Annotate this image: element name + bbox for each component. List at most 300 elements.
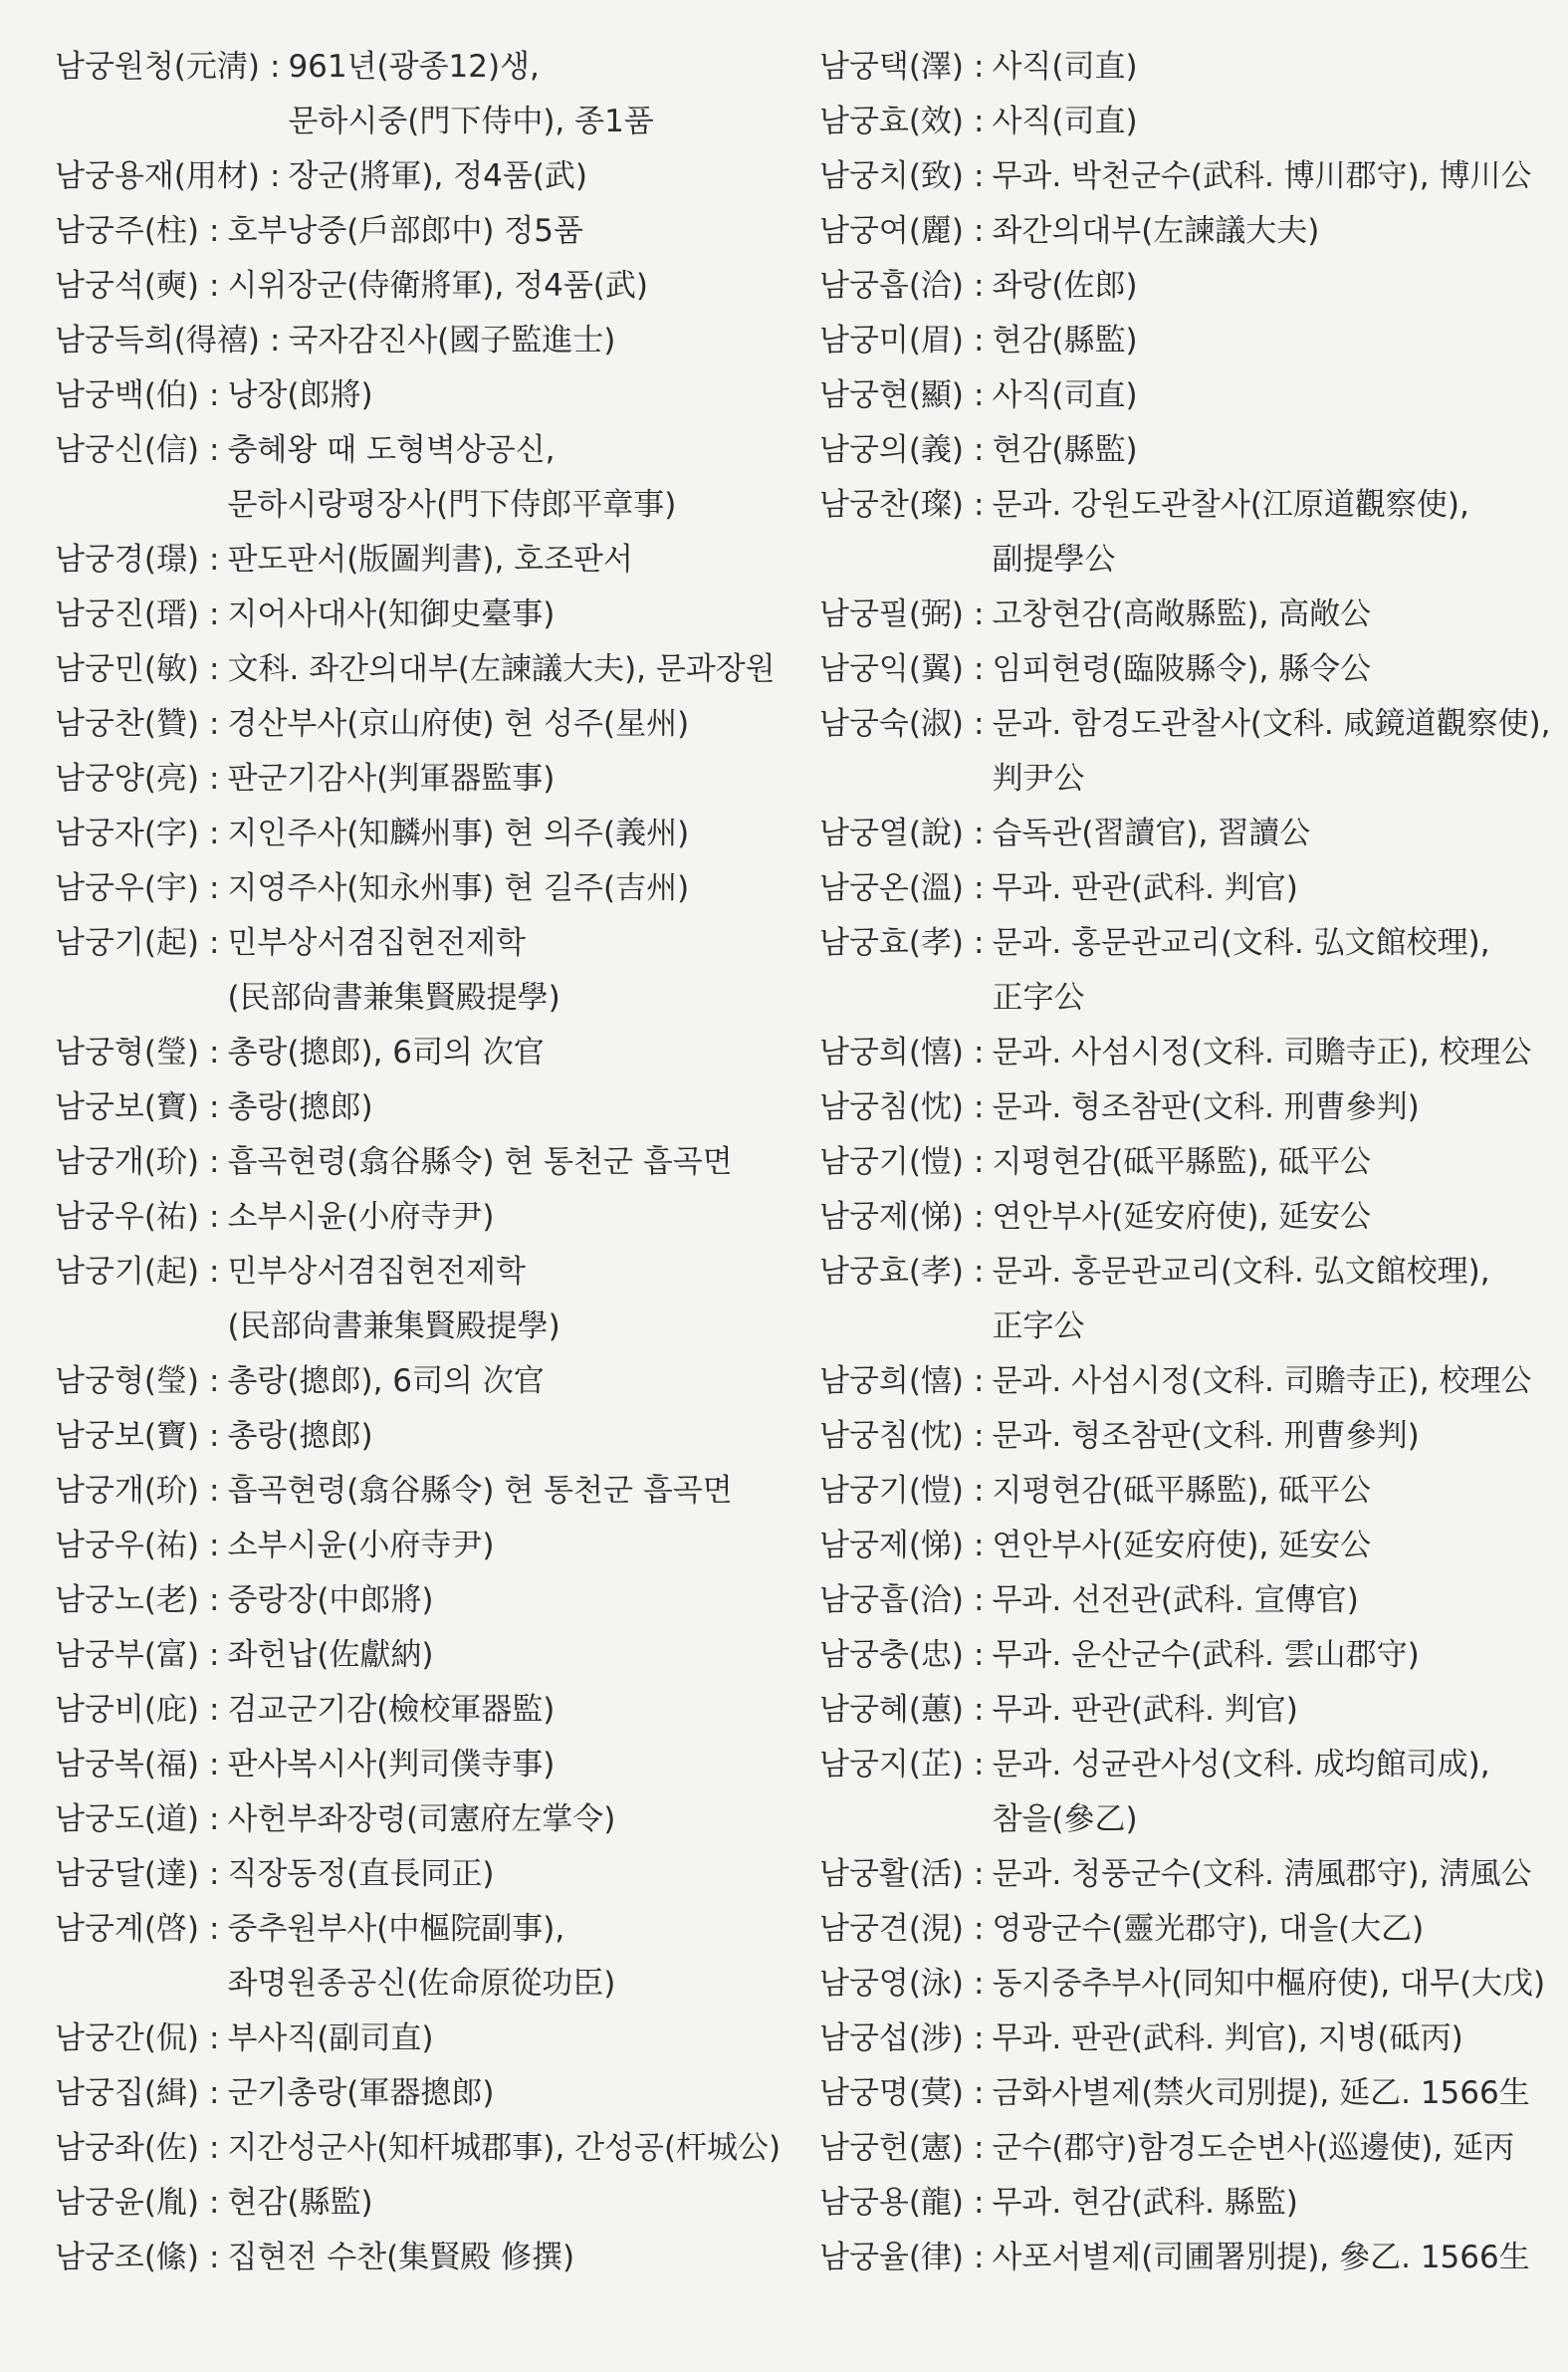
entry-description [992,368,1536,423]
description-line: 연안부사(延安府使), 延安公 [992,1199,1372,1235]
entry-description [227,1628,811,1683]
person-name: 남궁형(瑩) [55,1035,200,1070]
separator: : [974,268,985,304]
genealogy-entry [55,1519,811,1573]
description-line: 현감(縣監) [227,2185,373,2221]
entry-description [227,697,811,752]
entry-description [992,1519,1536,1573]
genealogy-entry [819,2231,1536,2285]
description-line: 좌간의대부(左諫議大夫) [992,213,1320,249]
genealogy-entry [55,1190,811,1245]
person-name: 남궁익(翼) [819,651,965,687]
genealogy-entry [819,1519,1536,1573]
entry-description [992,1354,1536,1409]
description-line: 사직(司直) [992,377,1138,413]
right-column [819,40,1551,2285]
description-line: 무과. 박천군수(武科. 博川郡守), 博川公 [992,158,1532,194]
person-name: 남궁주(柱) [55,213,200,249]
entry-description [227,1847,811,1902]
separator: : [209,432,220,468]
person-name: 남궁개(玠) [55,1473,200,1509]
person-name: 남궁용(龍) [819,2185,965,2221]
person-name: 남궁달(達) [55,1856,200,1892]
genealogy-entry [55,861,811,916]
description-line: 문과. 성균관사성(文科. 成均館司成), [992,1747,1490,1782]
description-line: 습독관(習讀官), 習讀公 [992,816,1311,851]
entry-description [227,1245,811,1354]
description-line: 무과. 판관(武科. 判官) [992,870,1298,906]
description-line: 961년(광종12)생, [288,49,540,85]
entry-description [227,1902,811,2012]
entry-description [992,861,1536,916]
description-line: 총랑(摠郎), 6司의 次官 [227,1035,545,1070]
genealogy-entry [819,40,1536,95]
person-name: 남궁좌(佐) [55,2130,200,2166]
description-line: 지간성군사(知杆城郡事), 간성공(杆城公) [227,2130,782,2166]
separator: : [209,2020,220,2056]
person-name: 남궁침(忱) [819,1418,965,1454]
separator: : [209,1254,220,1290]
description-line: 호부낭중(戶部郎中) 정5품 [227,213,583,249]
description-line: 민부상서겸집현전제학 [227,925,526,961]
separator: : [974,651,985,687]
entry-description [992,40,1536,95]
genealogy-entry [55,1628,811,1683]
entry-description [227,861,811,916]
description-line: 문과. 함경도관찰사(文科. 咸鏡道觀察使), [992,706,1551,742]
entry-description [992,1026,1536,1080]
separator: : [209,1363,220,1399]
separator: : [209,2185,220,2221]
entry-description [992,1902,1536,1957]
person-name: 남궁경(璟) [55,542,200,578]
entry-description [992,2012,1536,2066]
genealogy-entry [55,1409,811,1464]
genealogy-entry [55,314,811,368]
person-name: 남궁우(祐) [55,1528,200,1563]
person-name: 남궁충(忠) [819,1637,965,1673]
separator: : [974,104,985,139]
separator: : [974,925,985,961]
genealogy-entry [819,423,1536,478]
description-line: 正字公 [992,980,1085,1016]
description-line: 지평현감(砥平縣監), 砥平公 [992,1144,1372,1180]
genealogy-entry [819,2176,1536,2231]
separator: : [974,432,985,468]
description-line: 무과. 판관(武科. 判官), 지병(砥丙) [992,2020,1463,2056]
person-name: 남궁치(致) [819,158,965,194]
entry-description [227,1135,811,1190]
genealogy-entry [55,423,811,533]
person-name: 남궁보(寶) [55,1418,200,1454]
genealogy-entry [55,149,811,204]
description-line: 충혜왕 때 도형벽상공신, [227,432,556,468]
genealogy-entry [819,1683,1536,1738]
entry-description [227,2121,811,2176]
person-name: 남궁양(亮) [55,761,200,797]
separator: : [974,870,985,906]
entry-description [992,1847,1536,1902]
person-name: 남궁집(緝) [55,2075,200,2111]
person-name: 남궁효(孝) [819,1254,965,1290]
separator: : [209,1801,220,1837]
genealogy-entry [55,40,811,149]
person-name: 남궁침(忱) [819,1089,965,1125]
person-name: 남궁석(奭) [55,268,200,304]
description-line: 소부시윤(小府寺尹) [227,1199,495,1235]
description-line: 직장동정(直長同正) [227,1856,495,1892]
entry-description [992,2176,1536,2231]
description-line: 경산부사(京山府使) 현 성주(星州) [227,706,690,742]
person-name: 남궁개(玠) [55,1144,200,1180]
description-line: 집현전 수찬(集賢殿 修撰) [227,2240,575,2275]
genealogy-entry [819,2121,1536,2176]
genealogy-entry [55,697,811,752]
person-name: 남궁백(伯) [55,377,200,413]
genealogy-entry [55,916,811,1026]
separator: : [209,1692,220,1728]
person-name: 남궁제(悌) [819,1528,965,1563]
description-line: 좌랑(佐郎) [992,268,1138,304]
description-line: 문과. 형조참판(文科. 刑曹參判) [992,1089,1420,1125]
genealogy-entry [819,149,1536,204]
entry-description [227,916,811,1026]
description-line: 장군(將軍), 정4품(武) [288,158,588,194]
genealogy-entry [55,588,811,642]
description-line: 문과. 홍문관교리(文科. 弘文館校理), [992,1254,1490,1290]
person-name: 남궁용재(用材) [55,158,260,194]
description-line: 사직(司直) [992,104,1138,139]
genealogy-entry [819,1738,1536,1847]
entry-description [992,1628,1536,1683]
genealogy-entry [55,1902,811,2012]
entry-description [227,2066,811,2121]
separator: : [209,706,220,742]
description-line: 군수(郡守)함경도순변사(巡邊使), 延丙 [992,2130,1515,2166]
genealogy-entry [55,2012,811,2066]
separator: : [209,2075,220,2111]
genealogy-entry [819,204,1536,259]
person-name: 남궁효(孝) [819,925,965,961]
description-line: 正字公 [992,1308,1085,1344]
separator: : [209,1528,220,1563]
entry-description [227,204,811,259]
separator: : [974,487,985,523]
description-line: 文科. 좌간의대부(左諫議大夫), 문과장원 [227,651,776,687]
separator: : [974,49,985,85]
genealogy-entry [819,1409,1536,1464]
entry-description [992,588,1536,642]
entry-description [227,259,811,314]
genealogy-entry [55,259,811,314]
entry-description [992,1409,1536,1464]
person-name: 남궁여(麗) [819,213,965,249]
entry-description [227,752,811,807]
person-name: 남궁간(侃) [55,2020,200,2056]
person-name: 남궁노(老) [55,1582,200,1618]
separator: : [974,2130,985,2166]
entry-description [992,423,1536,478]
person-name: 남궁기(愷) [819,1144,965,1180]
separator: : [209,816,220,851]
person-name: 남궁신(信) [55,432,200,468]
entry-description [227,1519,811,1573]
separator: : [974,1582,985,1618]
separator: : [209,1473,220,1509]
separator: : [209,870,220,906]
genealogy-entry [55,807,811,861]
genealogy-entry [819,1026,1536,1080]
description-line: 지영주사(知永州事) 현 길주(吉州) [227,870,690,906]
description-line: 현감(縣監) [992,323,1138,358]
separator: : [974,1254,985,1290]
genealogy-entry [55,1245,811,1354]
entry-description [288,314,811,368]
genealogy-entry [55,368,811,423]
separator: : [974,2185,985,2221]
genealogy-entry [819,314,1536,368]
genealogy-entry [819,916,1536,1026]
entry-description [992,314,1536,368]
genealogy-entry [55,1135,811,1190]
entry-description [227,1026,811,1080]
person-name: 남궁윤(胤) [55,2185,200,2221]
description-line: 判尹公 [992,761,1085,797]
person-name: 남궁기(愷) [819,1473,965,1509]
separator: : [209,651,220,687]
entry-description [992,1190,1536,1245]
separator: : [974,1144,985,1180]
separator: : [974,706,985,742]
description-line: 문하시랑평장사(門下侍郎平章事) [227,487,677,523]
separator: : [269,158,281,194]
genealogy-entry [55,1792,811,1847]
entry-description [227,1354,811,1409]
description-line: 총랑(摠郎), 6司의 次官 [227,1363,545,1399]
person-name: 남궁제(悌) [819,1199,965,1235]
genealogy-entry [819,2066,1536,2121]
separator: : [209,2130,220,2166]
description-line: 문과. 강원도관찰사(江原道觀察使), [992,487,1469,523]
description-line: 문과. 사섬시정(文科. 司贍寺正), 校理公 [992,1363,1532,1399]
separator: : [974,2075,985,2111]
person-name: 남궁필(弼) [819,596,965,632]
person-name: 남궁희(憘) [819,1363,965,1399]
separator: : [974,1637,985,1673]
description-line: 문과. 청풍군수(文科. 淸風郡守), 淸風公 [992,1856,1532,1892]
separator: : [209,1637,220,1673]
entry-description [992,916,1536,1026]
description-line: 사직(司直) [992,49,1138,85]
description-line: 중랑장(中郎將) [227,1582,434,1618]
person-name: 남궁헌(憲) [819,2130,965,2166]
genealogy-entry [55,1847,811,1902]
person-name: 남궁율(律) [819,2240,965,2275]
person-name: 남궁흡(洽) [819,268,965,304]
person-name: 남궁지(芷) [819,1747,965,1782]
person-name: 남궁견(涀) [819,1911,965,1947]
person-name: 남궁영(泳) [819,1966,965,2002]
separator: : [209,2240,220,2275]
genealogy-entry [55,1573,811,1628]
genealogy-entry [55,1464,811,1519]
description-line: 연안부사(延安府使), 延安公 [992,1528,1372,1563]
person-name: 남궁기(起) [55,925,200,961]
description-line: 副提學公 [992,542,1116,578]
entry-description [992,259,1536,314]
genealogy-entry [819,1957,1546,2012]
entry-description [992,1683,1536,1738]
description-line: 사포서별제(司圃署別提), 參乙. 1566生 [992,2240,1530,2275]
separator: : [974,1911,985,1947]
person-name: 남궁민(敏) [55,651,200,687]
person-name: 남궁의(義) [819,432,965,468]
genealogy-entry [819,1135,1536,1190]
description-line: 중추원부사(中樞院副事), [227,1911,565,1947]
person-name: 남궁득희(得禧) [55,323,260,358]
entry-description [227,807,811,861]
separator: : [209,761,220,797]
separator: : [974,816,985,851]
separator: : [974,1966,985,2002]
description-line: 문과. 형조참판(文科. 刑曹參判) [992,1418,1420,1454]
genealogy-entry [819,259,1536,314]
description-line: 임피현령(臨陂縣令), 縣令公 [992,651,1372,687]
person-name: 남궁기(起) [55,1254,200,1290]
entry-description [227,423,811,533]
entry-description [992,1245,1536,1354]
genealogy-entry [55,1080,811,1135]
separator: : [209,1418,220,1454]
description-line: 무과. 선전관(武科. 宣傳官) [992,1582,1359,1618]
entry-description [992,95,1536,149]
description-line: (民部尙書兼集賢殿提學) [227,1308,560,1344]
separator: : [209,1747,220,1782]
separator: : [209,1144,220,1180]
entry-description [227,1792,811,1847]
person-name: 남궁자(字) [55,816,200,851]
separator: : [209,377,220,413]
person-name: 남궁부(富) [55,1637,200,1673]
separator: : [974,158,985,194]
entry-description [992,1957,1546,2012]
genealogy-entry [55,752,811,807]
entry-description [227,1738,811,1792]
left-column [55,40,811,2285]
description-line: 무과. 현감(武科. 縣監) [992,2185,1298,2221]
description-line: 참을(參乙) [992,1801,1138,1837]
separator: : [974,377,985,413]
person-name: 남궁미(眉) [819,323,965,358]
entry-description [227,2176,811,2231]
entry-description [992,1464,1536,1519]
description-line: 부사직(副司直) [227,2020,434,2056]
person-name: 남궁명(蓂) [819,2075,965,2111]
genealogy-entry [55,2176,811,2231]
entry-description [227,1190,811,1245]
entry-description [227,1409,811,1464]
genealogy-entry [819,95,1536,149]
person-name: 남궁혜(蕙) [819,1692,965,1728]
person-name: 남궁효(效) [819,104,965,139]
separator: : [209,213,220,249]
entry-description [227,368,811,423]
description-line: 총랑(摠郎) [227,1089,373,1125]
person-name: 남궁비(庇) [55,1692,200,1728]
entry-description [992,2231,1536,2285]
person-name: 남궁흡(洽) [819,1582,965,1618]
separator: : [974,1363,985,1399]
description-line: 사헌부좌장령(司憲府左掌令) [227,1801,616,1837]
genealogy-entry [819,697,1551,807]
description-line: 흡곡현령(翕谷縣令) 현 통천군 흡곡면 [227,1473,733,1509]
entry-description [992,2066,1536,2121]
person-name: 남궁원청(元淸) [55,49,260,85]
entry-description [227,2231,811,2285]
person-name: 남궁복(福) [55,1747,200,1782]
entry-description [227,1573,811,1628]
separator: : [209,268,220,304]
person-name: 남궁찬(贊) [55,706,200,742]
person-name: 남궁온(溫) [819,870,965,906]
person-name: 남궁도(道) [55,1801,200,1837]
separator: : [209,1582,220,1618]
description-line: 총랑(摠郎) [227,1418,373,1454]
genealogy-entry [819,1628,1536,1683]
separator: : [974,1692,985,1728]
separator: : [974,1856,985,1892]
entry-description [227,533,811,588]
person-name: 남궁섭(涉) [819,2020,965,2056]
entry-description [288,40,811,149]
person-name: 남궁숙(淑) [819,706,965,742]
description-line: 지어사대사(知御史臺事) [227,596,556,632]
genealogy-entry [819,1573,1536,1628]
person-name: 남궁형(瑩) [55,1363,200,1399]
separator: : [974,1089,985,1125]
entry-description [992,1135,1536,1190]
description-line: 무과. 운산군수(武科. 雲山郡守) [992,1637,1420,1673]
genealogy-entry [819,1080,1536,1135]
genealogy-entry [819,1354,1536,1409]
person-name: 남궁우(祐) [55,1199,200,1235]
description-line: 시위장군(侍衛將軍), 정4품(武) [227,268,648,304]
entry-description [992,642,1536,697]
description-line: 좌헌납(佐獻納) [227,1637,434,1673]
description-line: 판사복시사(判司僕寺事) [227,1747,556,1782]
description-line: 국자감진사(國子監進士) [288,323,616,358]
genealogy-entry [55,642,811,697]
separator: : [209,1199,220,1235]
description-line: 지평현감(砥平縣監), 砥平公 [992,1473,1372,1509]
description-line: 문과. 사섬시정(文科. 司贍寺正), 校理公 [992,1035,1532,1070]
genealogy-entry [819,807,1536,861]
person-name: 남궁현(顯) [819,377,965,413]
entry-description [992,204,1536,259]
entry-description [992,478,1536,588]
separator: : [974,1418,985,1454]
person-name: 남궁계(啓) [55,1911,200,1947]
description-line: 동지중추부사(同知中樞府使), 대무(大戊) [992,1966,1546,2002]
separator: : [209,925,220,961]
description-line: 현감(縣監) [992,432,1138,468]
genealogy-entry [55,1026,811,1080]
description-line: 판도판서(版圖判書), 호조판서 [227,542,633,578]
genealogy-entry [819,1902,1536,1957]
separator: : [974,213,985,249]
entry-description [992,1738,1536,1847]
separator: : [974,323,985,358]
